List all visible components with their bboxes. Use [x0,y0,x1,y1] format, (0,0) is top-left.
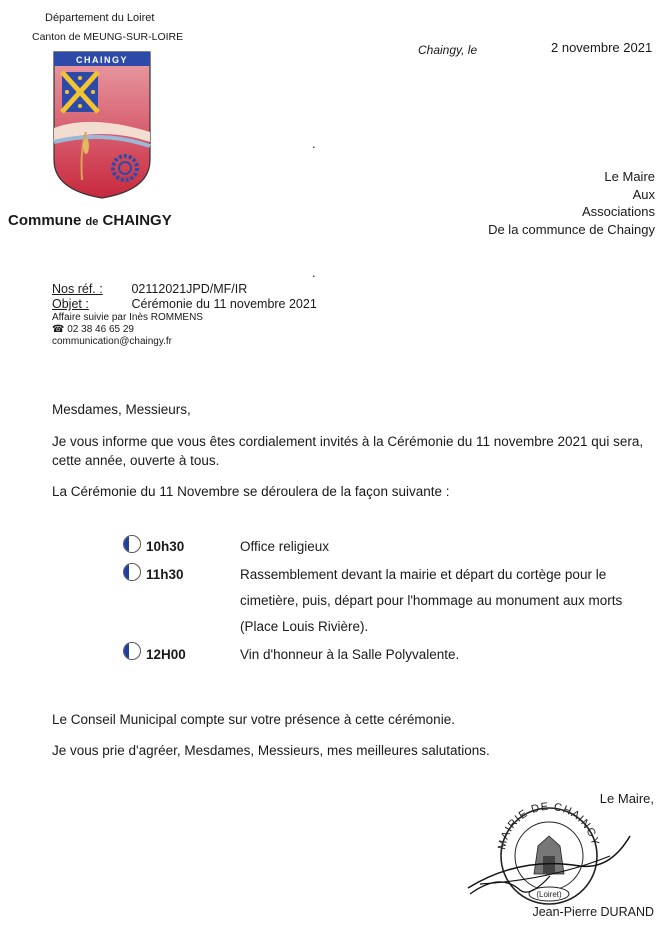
schedule-event-line: Office religieux [240,539,330,554]
phone-icon: ☎ [52,324,65,335]
schedule-time: 12H00 [146,647,186,662]
schedule-event [240,562,622,640]
subject-label: Objet : [52,297,89,311]
mayor-stamp [460,796,635,908]
recipient-block [488,168,655,238]
phone-line [52,324,317,336]
schedule-time: 10h30 [146,539,185,554]
references-block [52,282,317,348]
recipient-line: Le Maire [604,169,655,184]
stray-dot: . [312,265,316,280]
stray-dot: . [312,136,316,151]
paragraph-presence: Le Conseil Municipal compte sur votre présence à cette cérémonie. [52,712,455,727]
commune-name: CHAINGY [102,212,172,229]
svg-text:CHAINGY: CHAINGY [75,55,129,65]
paragraph-schedule-intro: La Cérémonie du 11 Novembre se déroulera de la façon suivante : [52,484,450,499]
schedule-event [240,642,459,668]
recipient-line: De la communce de Chaingy [488,221,655,237]
email-address: communication@chaingy.fr [52,336,173,347]
french-flag-icon [124,643,140,659]
commune-prefix: Commune [8,212,82,229]
phone-number: 02 38 46 65 29 [67,324,134,335]
svg-text:(Loiret): (Loiret) [536,890,562,899]
salutation: Mesdames, Messieurs, [52,402,191,417]
department-name: Département du Loiret [45,12,155,24]
svg-text:MAIRIE DE CHAINGY: MAIRIE DE CHAINGY [496,800,602,851]
schedule-event-line: (Place Louis Rivière). [240,619,369,634]
schedule-event-line: cimetière, puis, départ pour l'hommage au monument aux morts [240,593,623,608]
canton-name: Canton de MEUNG-SUR-LOIRE [32,31,184,43]
recipient-line: Aux [632,186,655,202]
place-label: Chaingy, le [418,43,478,57]
commune-title [8,212,172,229]
followed-by: Affaire suivie par Inès ROMMENS [52,312,203,323]
schedule-event-line: Vin d'honneur à la Salle Polyvalente. [240,647,460,662]
signatory-name: Jean-Pierre DURAND [532,905,654,919]
schedule-event [240,534,329,560]
paragraph-closing: Je vous prie d'agréer, Mesdames, Messieurs, mes meilleures salutations. [52,743,490,758]
coat-of-arms-logo [52,50,152,200]
ref-value: 02112021JPD/MF/IR [131,282,248,296]
signature-title: Le Maire, [599,791,654,806]
schedule-event-line: Rassemblement devant la mairie et départ du cortège pour le [240,567,607,582]
ref-label: Nos réf. : [52,282,103,296]
paragraph-invitation: Je vous informe que vous êtes cordialement invités à la Cérémonie du 11 novembre 2021 qui sera, cette année, ouverte à tous. [52,434,644,468]
commune-de: de [85,216,99,228]
letter-date: 2 novembre 2021 [551,40,653,55]
french-flag-icon [124,564,140,580]
french-flag-icon [124,536,140,552]
subject-value: Cérémonie du 11 novembre 2021 [131,297,317,311]
recipient-line: Associations [582,204,655,219]
schedule-time: 11h30 [146,567,184,582]
